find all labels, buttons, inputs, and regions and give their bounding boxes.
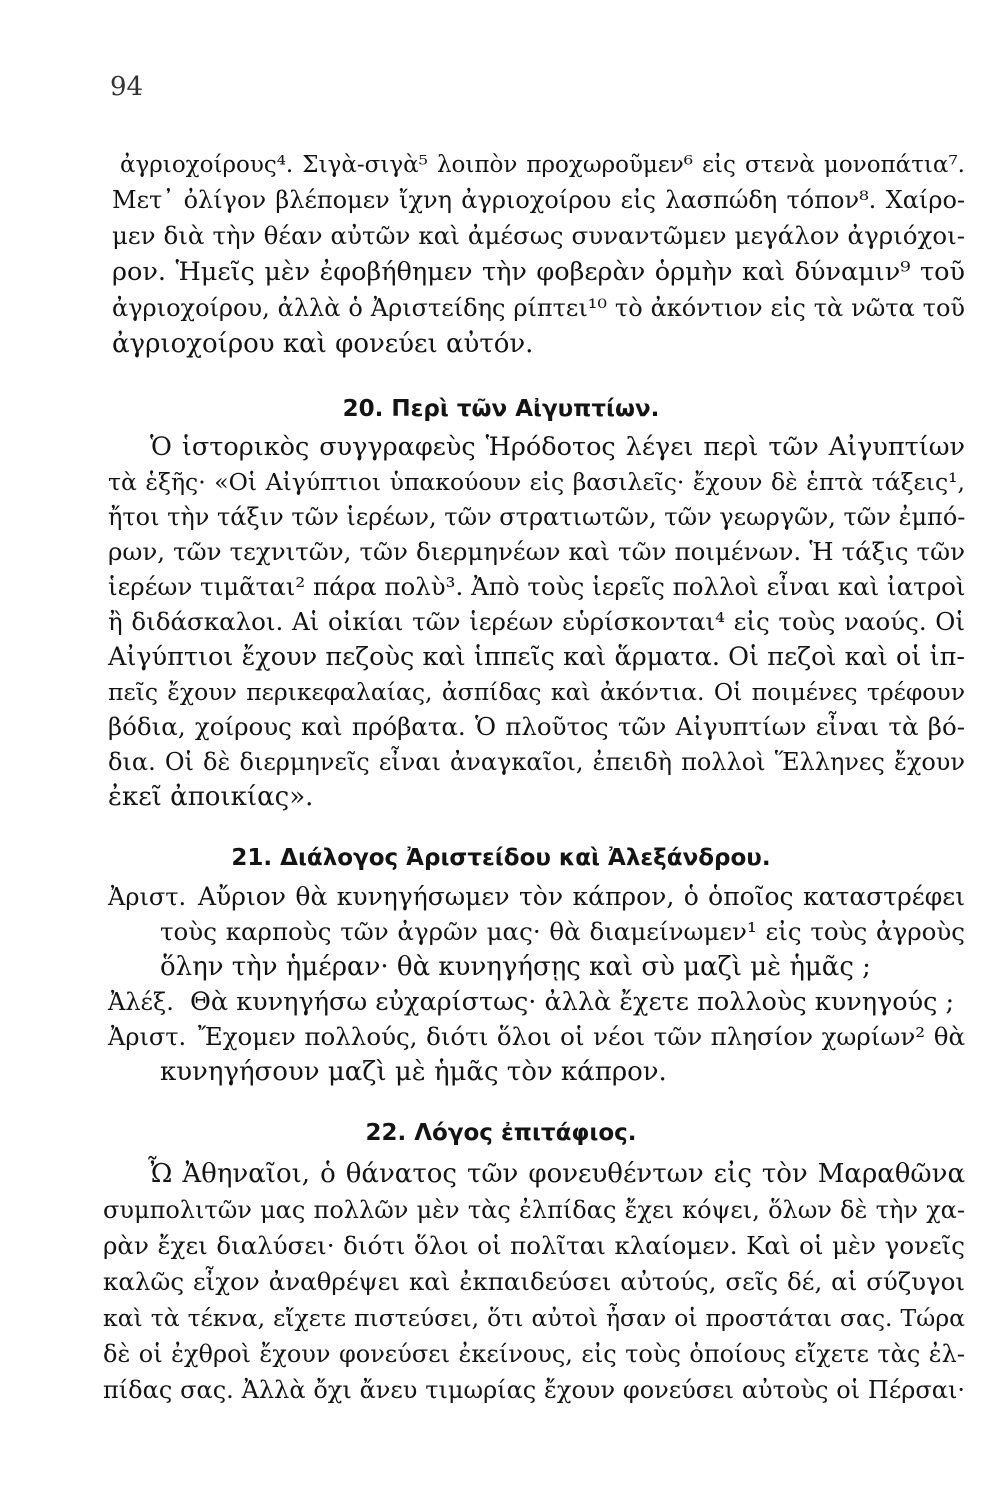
dialogue-line: ὅλην τὴν ἡμέραν· θὰ κυνηγήσῃς καὶ σὺ μαζὶ μὲ ἡμᾶς ; xyxy=(160,952,871,982)
text-line: ρὰν ἔχει διαλύσει· διότι ὅλοι οἱ πολῖται κλαίομεν. Καὶ οἱ μὲν γονεῖς xyxy=(103,1231,965,1260)
text-line: ἢ διδάσκαλοι. Αἱ οἰκίαι τῶν ἱερέων εὑρίσκονται⁴ εἰς τοὺς ναούς. Οἱ xyxy=(108,607,965,636)
dialogue-line: Αὔριον θὰ κυνηγήσωμεν τὸν κάπρον, ὁ ὁποῖος καταστρέφει xyxy=(198,882,965,911)
section-heading-21: 21. Διάλογος Ἀριστείδου καὶ Ἀλεξάνδρου. xyxy=(231,845,771,871)
text-line: δια. Οἱ δὲ διερμηνεῖς εἶναι ἀναγκαῖοι, ἐπειδὴ πολλοὶ Ἕλληνες ἔχουν xyxy=(108,748,965,776)
speaker-label: Ἀριστ. xyxy=(108,883,187,911)
text-line: ἀγριοχοίρου καὶ φονεύει αὐτόν. xyxy=(112,329,534,359)
text-line: συμπολιτῶν μας πολλῶν μὲν τὰς ἐλπίδας ἔχει κόψει, ὅλων δὲ τὴν χα- xyxy=(103,1196,965,1224)
text-line: ρων, τῶν τεχνιτῶν, τῶν διερμηνέων καὶ τῶν ποιμένων. Ἡ τάξις τῶν xyxy=(108,537,965,566)
dialogue-line: Θὰ κυνηγήσω εὐχαρίστως· ἀλλὰ ἔχετε πολλοὺς κυνηγούς ; xyxy=(190,987,955,1017)
text-line: ἀγριοχοίρου, ἀλλὰ ὁ Ἀριστείδης ρίπτει¹⁰ τὸ ἀκόντιον εἰς τὰ νῶτα τοῦ xyxy=(112,294,965,322)
page-number: 94 xyxy=(110,72,144,102)
text-line: βόδια, χοίρους καὶ πρόβατα. Ὁ πλοῦτος τῶν Αἰγυπτίων εἶναι τὰ βό- xyxy=(108,712,965,741)
text-line: δὲ οἱ ἐχθροὶ ἔχουν φονεύσει ἐκείνους, εἰς τοὺς ὁποίους εἴχετε τὰς ἐλ- xyxy=(103,1340,965,1368)
text-line: ἤτοι τὴν τάξιν τῶν ἱερέων, τῶν στρατιωτῶν, τῶν γεωργῶν, τῶν ἐμπό- xyxy=(108,503,966,531)
text-line: μεν διὰ τὴν θέαν αὐτῶν καὶ ἀμέσως συναντῶμεν μεγάλον ἀγριόχοι- xyxy=(112,221,965,250)
text-line: ἱερέων τιμᾶται² πάρα πολὺ³. Ἀπὸ τοὺς ἱερεῖς πολλοὶ εἶναι καὶ ἰατροὶ xyxy=(108,572,966,601)
section-heading-20: 20. Περὶ τῶν Αἰγυπτίων. xyxy=(342,396,660,422)
dialogue-line: κυνηγήσουν μαζὶ μὲ ἡμᾶς τὸν κάπρον. xyxy=(160,1057,667,1087)
text-line: Μετ᾽ ὀλίγον βλέπομεν ἴχνη ἀγριοχοίρου εἰς λασπώδη τόπον⁸. Χαίρο- xyxy=(112,186,965,214)
dialogue-line: Ἔχομεν πολλούς, διότι ὅλοι οἱ νέοι τῶν πλησίον χωρίων² θὰ xyxy=(198,1022,965,1051)
dialogue-line: τοὺς καρποὺς τῶν ἀγρῶν μας· θὰ διαμείνωμεν¹ εἰς τοὺς ἀγροὺς xyxy=(160,917,965,946)
text-line: Αἰγύπτιοι ἔχουν πεζοὺς καὶ ἱππεῖς καὶ ἅρματα. Οἱ πεζοὶ καὶ οἱ ἱπ- xyxy=(108,642,965,672)
speaker-label: Ἀλέξ. xyxy=(108,988,174,1016)
text-line: Ὁ ἱστορικὸς συγγραφεὺς Ἡρόδοτος λέγει περὶ τῶν Αἰγυπτίων xyxy=(150,432,965,462)
text-line: Ὦ Ἀθηναῖοι, ὁ θάνατος τῶν φονευθέντων εἰς τὸν Μαραθῶνα xyxy=(148,1159,965,1189)
text-line: καλῶς εἶχον ἀναθρέψει καὶ ἐκπαιδεύσει αὐτούς, σεῖς δέ, αἱ σύζυγοι xyxy=(103,1267,965,1296)
speaker-label: Ἀριστ. xyxy=(108,1023,187,1051)
section-heading-22: 22. Λόγος ἐπιτάφιος. xyxy=(365,1120,637,1146)
text-line: τὰ ἑξῆς· «Οἱ Αἰγύπτιοι ὑπακούουν εἰς βασιλεῖς· ἔχουν δὲ ἑπτὰ τάξεις¹, xyxy=(108,468,965,496)
text-line: καὶ τὰ τέκνα, εἴχετε πιστεύσει, ὅτι αὐτοὶ ἦσαν οἱ προστάται σας. Τώρα xyxy=(103,1304,965,1332)
text-line: ἐκεῖ ἀποικίας». xyxy=(108,782,314,812)
text-line: πεῖς ἔχουν περικεφαλαίας, ἀσπίδας καὶ ἀκόντια. Οἱ ποιμένες τρέφουν xyxy=(108,678,965,706)
text-line: ρον. Ἡμεῖς μὲν ἐφοβήθημεν τὴν φοβερὰν ὁρμὴν καὶ δύναμιν⁹ τοῦ xyxy=(112,257,965,287)
text-line: ἀγριοχοίρους⁴. Σιγὰ-σιγὰ⁵ λοιπὸν προχωροῦμεν⁶ εἰς στενὰ μονοπάτια⁷. xyxy=(120,152,965,178)
text-line: πίδας σας. Ἀλλὰ ὄχι ἄνευ τιμωρίας ἔχουν φονεύσει αὐτοὺς οἱ Πέρσαι· xyxy=(103,1376,965,1404)
